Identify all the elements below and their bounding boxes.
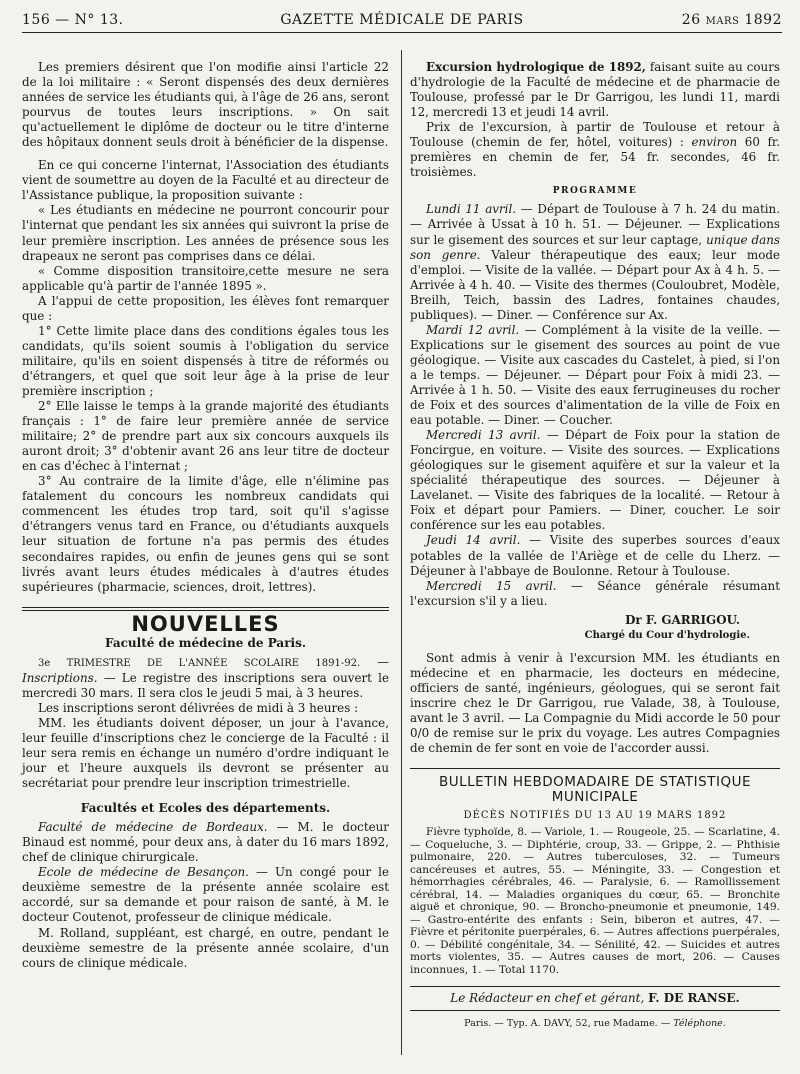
registre-text: Le registre des inscriptions sera ouvert le mercredi 30 mars. Il sera clos le jeudi 5 mai, à 3 heures.: [22, 670, 389, 700]
deposit-instructions: MM. les étudiants doivent déposer, un jour à l'avance, leur feuille d'inscriptions chez le concierge de la Faculté : il leur sera remis en échange un numéro d'ordre indiquant le jour et l'heure auxquels ils devront se présenter au secrétariat pour prendre leur inscription trimestrielle.: [22, 715, 389, 791]
telephone-label: Téléphone.: [673, 1018, 726, 1030]
issue-date: [682, 12, 782, 28]
statistics-bulletin: [410, 768, 780, 976]
bulletin-title-line2: MUNICIPALE: [551, 789, 639, 806]
mercredi-label: Mercredi 13 avril.: [426, 428, 541, 443]
delivery-hours: Les inscriptions seront délivrées de midi à 3 heures :: [38, 700, 359, 715]
price-environ: environ: [691, 135, 738, 150]
mercredi15-label: Mercredi 15 avril.: [426, 578, 557, 593]
price-paragraph: [410, 120, 780, 180]
proposal-quote: « Les étudiants en médecine ne pourront concourir pour l'internat que pendant les six années qui suivront la prise de leur première inscription. Les années de présence sous les drapeaux ne seront pas comprises dans ce délai.: [22, 203, 389, 263]
jeudi-paragraph: [410, 533, 780, 578]
left-column: [22, 60, 389, 971]
jeudi-label: Jeudi 14 avril.: [426, 533, 521, 548]
bordeaux-label: Faculté de médecine de Bordeaux.: [38, 820, 268, 835]
mercredi15-paragraph: [410, 579, 780, 609]
mardi-text: — Complément à la visite de la veille. — Explications sur le gisement des sources au point de vue géologique. — Visite aux cascades du Castelet, à pied, si l'on a le temps. — Déjeuner. — Départ pour Foix à midi 23. — Arrivée à 1 h. 50. — Visite des eaux ferrugineuses du rocher de Foix et des sources d'alimentation de la ville de Foix en eau potable. — Diner. — Coucher.: [410, 322, 781, 428]
lundi-label: Lundi 11 avril.: [426, 202, 517, 217]
besancon-text: — Un congé pour le deuxième semestre de la présente année scolaire est accordé, sur sa demande et pour raison de santé, à M. le docteur Coutenot, professeur de clinique médicale.: [22, 865, 389, 925]
students-remark: A l'appui de cette proposition, les élèves font remarquer que :: [22, 293, 389, 323]
mardi-paragraph: [410, 323, 780, 428]
signature-title: Chargé du Cour d'hydrologie.: [584, 629, 750, 641]
bulletin-death-causes: Fièvre typhoïde, 8. — Variole, 1. — Rougeole, 25. — Scarlatine, 4. — Coqueluche, 3. — Diphtérie, croup, 33. — Grippe, 2. — Phthisie pulmonaire, 220. — Autres tuberculoses, 32. — Tumeurs cancéreuses et autres, 55. — Méningite, 33. — Congestion et hémorrhagies cérébrales, 46. — Paralysie, 6. — Ramollissement cérébral, 14. — Maladies organiques du cœur, 65. — Bronchite aiguë et chronique, 90. — Broncho-pneumonie et pneumonie, 149. — Gastro-entérite des enfants : Sein, biberon et autres, 47. — Fièvre et péritonite puerpérales, 6. — Autres affections puerpérales, 0. — Débilité congénitale, 34. — Sénilité, 42. — Suicides et autres morts violentes, 35. — Autres causes de mort, 206. — Causes inconnues, 1. — Total 1170.: [410, 826, 780, 976]
lundi-paragraph: [410, 202, 780, 322]
internat-paragraph: En ce qui concerne l'internat, l'Association des étudiants vient de soumettre au doyen de la Faculté et au directeur de l'Assistance publique, la proposition suivante :: [22, 158, 389, 203]
price-text-b: 60 fr. premières en chemin de fer, 54 fr. secondes, 46 fr. troisièmes.: [410, 135, 781, 180]
bordeaux-paragraph: [22, 820, 389, 865]
column-divider: [401, 50, 402, 1055]
printer-text: Paris. — Typ. A. DAVY, 52, rue Madame. —: [464, 1018, 671, 1030]
right-column: [410, 60, 780, 1031]
mercredi15-text: — Séance générale résumant l'excursion s'il y a lieu.: [410, 578, 780, 608]
besancon-label: Ecole de médecine de Besançon.: [38, 865, 249, 880]
editor-name: F. DE RANSE.: [648, 991, 740, 1006]
departements-heading: Facultés et Ecoles des départements.: [80, 801, 331, 816]
header-rule: [22, 32, 782, 33]
jeudi-text: — Visite des superbes sources d'eaux potables de la vallée de l'Ariège et de celle du Lherz. — Déjeuner à l'abbaye de Boulonne. Retour à Toulouse.: [410, 533, 780, 578]
excursion-text: faisant suite au cours d'hydrologie de la Faculté de médecine et de pharmacie de Toulouse, professé par le Dr Garrigou, les lundi 11, mardi 12, mercredi 13 et jeudi 14 avril.: [410, 60, 780, 120]
excursion-paragraph: [410, 60, 780, 120]
lundi-text-b: Valeur thérapeutique des eaux; leur mode d'emploi. — Visite de la vallée. — Départ pour Ax à 4 h. 5. — Arrivée à 4 h. 40. — Visite des thermes (Couloubret, Modèle, Breilh, Teich, bassin des Ladres, fontaines chaudes, publiques). — Diner. — Conférence sur Ax.: [410, 247, 780, 322]
printer-line: [410, 1016, 780, 1031]
bulletin-subtitle: DÉCÈS NOTIFIÉS DU 13 AU 19 MARS 1892: [463, 810, 727, 822]
date-month: MARS: [705, 16, 740, 27]
date-year: 1892: [744, 12, 782, 28]
mardi-label: Mardi 12 avril.: [426, 322, 520, 337]
mercredi-paragraph: [410, 428, 780, 533]
lundi-italic: unique dans son genre.: [410, 232, 781, 262]
editor-line: [410, 986, 780, 1011]
page-number: 156 — N° 13.: [22, 12, 124, 28]
point-three: 3° Au contraire de la limite d'âge, elle n'élimine pas fatalement du concours les nombreux candidats qui commencent les études trop tard, soit qu'il s'agisse d'étrangers venus tard en France, ou d'étudiants auxquels leur situation de fortune n'a pas permis des études secondaires rapides, ou enfin de jeunes gens qui se sont livrés avant leurs études médicales à d'autres études supérieures (pharmacie, sciences, droit, lettres).: [22, 474, 389, 594]
point-one: 1° Cette limite place dans des conditions égales tous les candidats, qu'ils soient soumis à l'obligation du service militaire, qu'ils en soient dispensés à titre de réformés ou d'étrangers, et quel que soit leur âge à la prise de leur première inscription ;: [22, 323, 389, 398]
bulletin-title-line1: BULLETIN HEBDOMADAIRE DE STATISTIQUE: [439, 774, 751, 791]
price-text-a: Prix de l'excursion, à partir de Toulouse et retour à Toulouse (chemin de fer, hôtel, voitures) :: [410, 120, 780, 150]
journal-title: GAZETTE MÉDICALE DE PARIS: [280, 12, 524, 28]
inscriptions-paragraph: 3e TRIMESTRE DE L'ANNÉE SCOLAIRE 1891-92. — Inscriptions. — Le registre des inscriptions sera ouvert le mercredi 30 mars. Il sera clos le jeudi 5 mai, à 3 heures.: [22, 654, 389, 700]
military-law-paragraph: Les premiers désirent que l'on modifie ainsi l'article 22 de la loi militaire : « Seront dispensés des deux dernières années de service les étudiants qui, à l'âge de 26 ans, seront pourvus de toutes leurs inscriptions. » On sait qu'actuellement le diplôme de docteur ou le titre d'interne des hôpitaux donnent seuls droit à bénéficier de la dispense.: [22, 60, 389, 150]
besancon-paragraph: [22, 865, 389, 925]
signature-name: Dr F. GARRIGOU.: [625, 612, 740, 627]
transitional-quote: « Comme disposition transitoire,cette mesure ne sera applicable qu'à partir de l'année 1895 ».: [22, 263, 389, 293]
section-rule: [22, 607, 389, 611]
admission-paragraph: Sont admis à venir à l'excursion MM. les étudiants en médecine et en pharmacie, les docteurs en médecine, officiers de santé, ingénieurs, géologues, qui se seront fait inscrire chez le Dr Garrigou, rue Valade, 38, à Toulouse, avant le 3 avril. — La Compagnie du Midi accorde le 50 pour 0/0 de remise sur le prix du voyage. Les autres Compagnies de chemin de fer sont en voie de l'accorder aussi.: [410, 650, 780, 756]
faculte-paris-heading: Faculté de médecine de Paris.: [104, 635, 307, 650]
lundi-text-a: — Départ de Toulouse à 7 h. 24 du matin. — Arrivée à Ussat à 10 h. 51. — Déjeuner. — Explications sur le gisement des sources et sur leur captage,: [410, 202, 780, 247]
nouvelles-heading: NOUVELLES: [131, 611, 280, 636]
excursion-title: Excursion hydrologique de 1892,: [426, 60, 646, 74]
inscriptions-label: Inscriptions.: [22, 670, 98, 685]
programme-heading: PROGRAMME: [552, 186, 638, 197]
date-day: 26: [681, 12, 701, 28]
rolland-paragraph: M. Rolland, suppléant, est chargé, en outre, pendant le deuxième semestre de la présente année scolaire, d'un cours de clinique médicale.: [22, 925, 389, 970]
editor-label: Le Rédacteur en chef et gérant,: [450, 991, 645, 1006]
trimestre-label: 3e TRIMESTRE DE L'ANNÉE SCOLAIRE 1891-92.: [38, 657, 361, 669]
point-two: 2° Elle laisse le temps à la grande majorité des étudiants français : 1° de faire leur première année de service militaire; 2° de prendre part aux six concours auxquels ils auront droit; 3° d'obtenir avant 26 ans leur titre de docteur en cas d'échec à l'internat ;: [22, 399, 389, 474]
page-header: [22, 8, 782, 30]
mercredi-text: — Départ de Foix pour la station de Foncirgue, en voiture. — Visite des sources. — Explications géologiques sur le gisement aquifère et sur la valeur et la spécialité thérapeutique des sources. — Déjeuner à Lavelanet. — Visite des fabriques de la localité. — Retour à Foix et départ pour Pamiers. — Diner, coucher. Le soir conférence sur les eau potables.: [410, 428, 780, 533]
bordeaux-text: — M. le docteur Binaud est nommé, pour deux ans, à dater du 16 mars 1892, chef de clinique chirurgicale.: [22, 820, 389, 865]
